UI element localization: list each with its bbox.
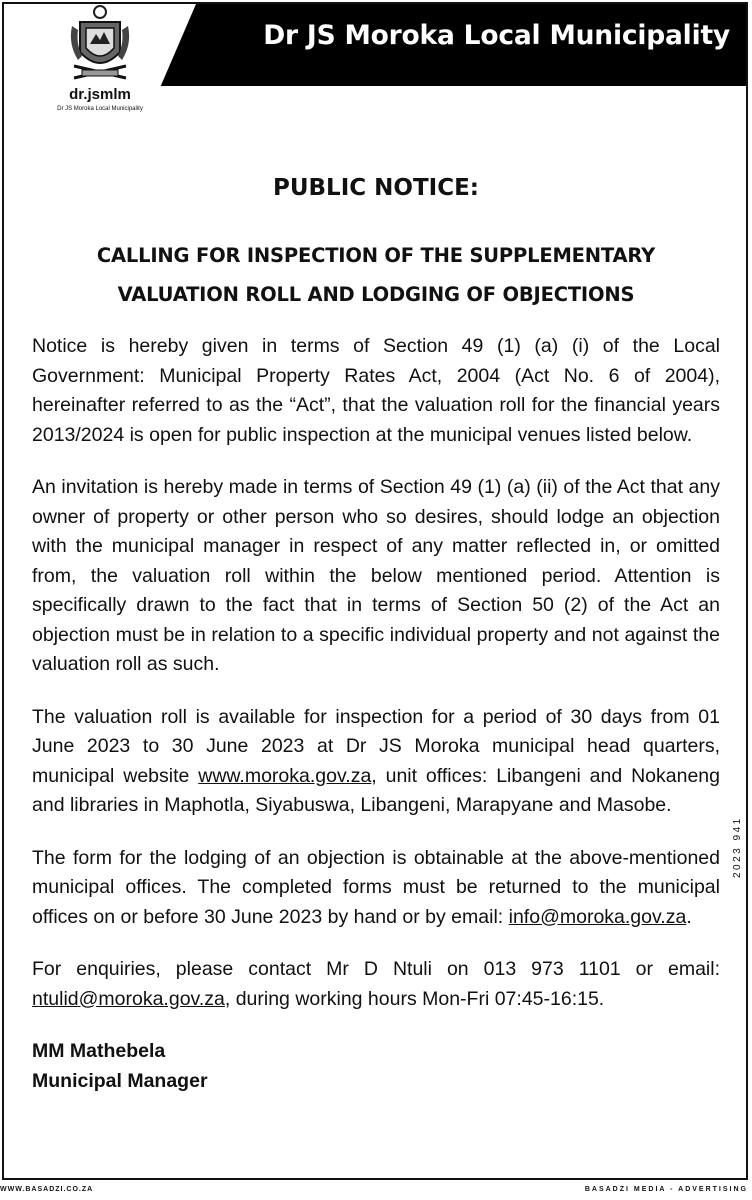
info-email-link[interactable]: info@moroka.gov.za bbox=[508, 905, 687, 928]
coat-of-arms-icon bbox=[66, 4, 134, 84]
notice-title: PUBLIC NOTICE: bbox=[272, 175, 479, 201]
municipality-logo bbox=[48, 4, 158, 122]
paragraph-form-text: The form for the lodging of an objection is obtainable at the above-mentioned municipal offices. The completed forms must be returned to the municipal offices on or before 30 June 2023 by hand or by email: bbox=[32, 846, 720, 928]
paragraph-inspection bbox=[32, 703, 720, 821]
notice-subtitle-line1: CALLING FOR INSPECTION OF THE SUPPLEMENTARY bbox=[96, 244, 656, 267]
paragraph-notice: Notice is hereby given in terms of Section 49 (1) (a) (i) of the Local Government: Municipal Property Rates Act, 2004 (Act No. 6 of 2004), hereinafter referred to as the “Act”, that the valuation roll for the financial years 2013/2024 is open for public inspection at the municipal venues listed below. bbox=[32, 335, 720, 446]
notice-subtitle-line2: VALUATION ROLL AND LODGING OF OBJECTIONS bbox=[117, 283, 635, 306]
paragraph-objection-form bbox=[32, 844, 720, 933]
contact-email-link[interactable]: ntulid@moroka.gov.za bbox=[32, 987, 225, 1010]
signatory-name: MM Mathebela bbox=[32, 1040, 166, 1062]
paragraph-enquiries-text: For enquiries, please contact Mr D Ntuli on 013 973 1101 or email: bbox=[32, 958, 720, 980]
footer-website: WWW.BASADZI.CO.ZA bbox=[0, 1186, 94, 1193]
signatory-title: Municipal Manager bbox=[32, 1069, 208, 1092]
paragraph-enquiries-text-end: , during working hours Mon-Fri 07:45-16:15. bbox=[224, 987, 605, 1010]
paragraph-inspection-text: The valuation roll is available for inspection for a period of 30 days from 01 June 2023 to 30 June 2023 at Dr JS Moroka municipal head quarters, municipal website bbox=[32, 705, 720, 787]
footer-agency: BASADZI MEDIA - ADVERTISING bbox=[584, 1186, 748, 1193]
notice-body bbox=[32, 332, 720, 1096]
paragraph-form-text-end: . bbox=[686, 905, 692, 928]
paragraph-enquiries bbox=[32, 955, 720, 1014]
paragraph-invitation: An invitation is hereby made in terms of Section 49 (1) (a) (ii) of the Act that any owner of property or other person who so desires, should lodge an objection with the municipal manager in respect of any matter reflected in, or omitted from, the valuation roll within the below mentioned period. Attention is specifically drawn to the fact that in terms of Section 50 (2) of the Act an objection must be in relation to a specific individual property and not against the valuation roll as such. bbox=[32, 476, 720, 675]
municipality-name: Dr JS Moroka Local Municipality bbox=[263, 20, 730, 51]
website-link[interactable]: www.moroka.gov.za bbox=[198, 764, 372, 787]
logo-subtext: Dr JS Moroka Local Municipality bbox=[57, 106, 143, 112]
paragraph-inspection-text-end: , unit offices: Libangeni and Nokaneng and libraries in Maphotla, Siyabuswa, Libangeni, Marapyane and Masobe. bbox=[32, 764, 720, 816]
logo-wordmark: dr.jsmlm bbox=[69, 86, 131, 103]
ad-reference-code: 2023 941 bbox=[732, 816, 743, 878]
